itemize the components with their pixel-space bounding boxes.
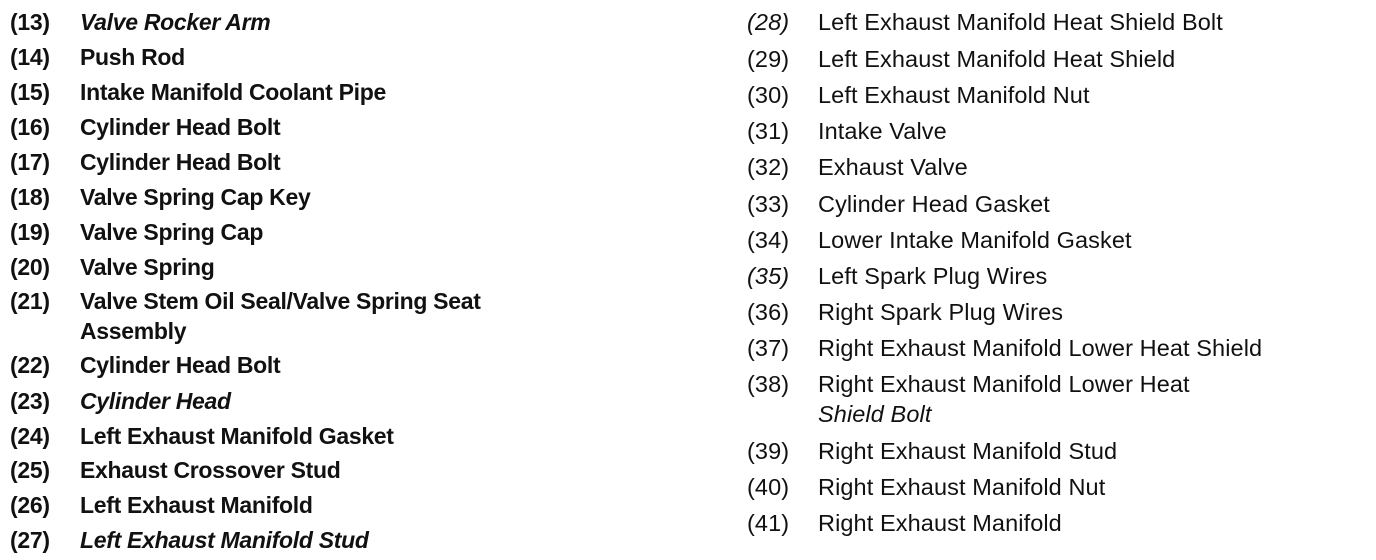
- item-number: (35): [747, 263, 790, 289]
- item-label: Intake Manifold Coolant Pipe: [80, 79, 386, 105]
- item-label: Right Exhaust Manifold Nut: [818, 474, 1106, 500]
- item-number: (17): [10, 149, 50, 175]
- item-number: (18): [10, 184, 50, 210]
- item-label: Left Exhaust Manifold Gasket: [80, 423, 394, 449]
- item-label: Right Exhaust Manifold: [818, 510, 1062, 536]
- item-label: Intake Valve: [818, 118, 947, 144]
- item-label: Valve Rocker Arm: [80, 9, 271, 35]
- item-label: Lower Intake Manifold Gasket: [818, 227, 1132, 253]
- item-number: (15): [10, 79, 50, 105]
- item-label: Left Exhaust Manifold Stud: [80, 527, 369, 553]
- item-number: (28): [747, 9, 790, 35]
- item-number: (13): [10, 9, 50, 35]
- item-number: (16): [10, 114, 50, 140]
- item-label: Cylinder Head: [80, 388, 231, 414]
- item-label: [80, 286, 481, 346]
- item-number: (25): [10, 457, 50, 483]
- item-number: (22): [10, 352, 50, 378]
- item-label-line1: Valve Stem Oil Seal/Valve Spring Seat: [80, 288, 481, 314]
- item-number: (40): [747, 474, 790, 500]
- item-label: Valve Spring: [80, 254, 215, 280]
- item-label-line2: Shield Bolt: [818, 401, 932, 427]
- item-label: Left Spark Plug Wires: [818, 263, 1048, 289]
- item-number: (27): [10, 527, 50, 553]
- item-number: (31): [747, 118, 790, 144]
- item-number: (34): [747, 227, 790, 253]
- item-label: Cylinder Head Gasket: [818, 191, 1050, 217]
- item-label: Exhaust Valve: [818, 154, 968, 180]
- item-label: Exhaust Crossover Stud: [80, 457, 341, 483]
- item-number: (24): [10, 423, 50, 449]
- item-label: [818, 369, 1190, 429]
- item-label: Valve Spring Cap Key: [80, 184, 311, 210]
- item-label: Push Rod: [80, 44, 185, 70]
- item-number: (20): [10, 254, 50, 280]
- item-label-line2: Assembly: [80, 318, 187, 344]
- item-label: Valve Spring Cap: [80, 219, 264, 245]
- item-number: (21): [10, 288, 50, 314]
- item-number: (39): [747, 438, 790, 464]
- item-label: Left Exhaust Manifold Heat Shield Bolt: [818, 9, 1223, 35]
- item-number: (19): [10, 219, 50, 245]
- item-label: Right Exhaust Manifold Lower Heat Shield: [818, 335, 1263, 361]
- item-number: (23): [10, 388, 50, 414]
- item-label: Cylinder Head Bolt: [80, 114, 281, 140]
- item-number: (30): [747, 82, 790, 108]
- item-number: (14): [10, 44, 50, 70]
- item-label: Right Exhaust Manifold Stud: [818, 438, 1118, 464]
- item-number: (38): [747, 371, 790, 397]
- item-number: (29): [747, 46, 790, 72]
- item-number: (37): [747, 335, 790, 361]
- item-label-line1: Right Exhaust Manifold Lower Heat: [818, 371, 1190, 397]
- item-label: Left Exhaust Manifold Nut: [818, 82, 1090, 108]
- item-number: (41): [747, 510, 790, 536]
- item-number: (32): [747, 154, 790, 180]
- item-label: Cylinder Head Bolt: [80, 149, 281, 175]
- item-number: (36): [747, 299, 790, 325]
- item-label: Left Exhaust Manifold Heat Shield: [818, 46, 1176, 72]
- item-number: (26): [10, 492, 50, 518]
- item-label: Cylinder Head Bolt: [80, 352, 281, 378]
- item-label: Right Spark Plug Wires: [818, 299, 1064, 325]
- item-label: Left Exhaust Manifold: [80, 492, 313, 518]
- item-number: (33): [747, 191, 790, 217]
